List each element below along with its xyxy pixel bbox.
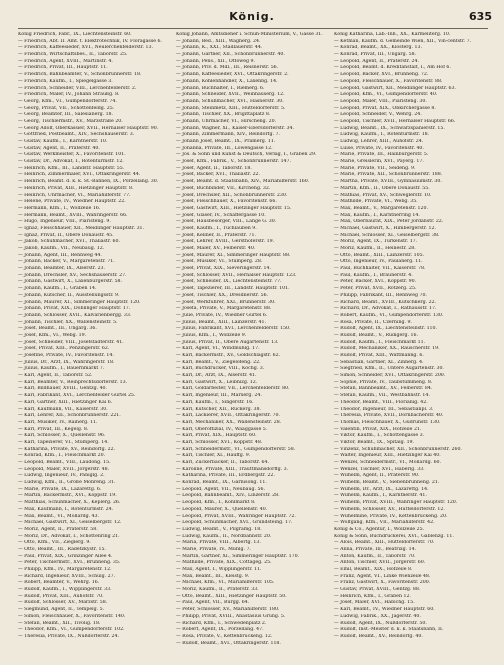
directory-entry: — Karl, Schneidermstr., VI., Gumpendorferstr. 58. bbox=[176, 446, 296, 452]
directory-entry: — Ludwig, Fabrik., XX., Jägerstr. 40. bbox=[334, 613, 421, 619]
directory-entry: — Thomas, Fleischhauer, X., Gudrunstr. 130. bbox=[334, 419, 441, 425]
directory-entry: — Alois, Beamt., XIII., Hütteldorferstr. 70. bbox=[334, 540, 435, 546]
directory-entry: — Karl, Ingenieur, III., Marxerg. 24. bbox=[176, 393, 262, 399]
directory-entry: — Mathilde, Private, XIX., Cottageg. 25. bbox=[176, 560, 272, 566]
directory-entry: — Johann, Schuhmacher, XVI., Hasnerstr. 30. bbox=[176, 98, 284, 104]
directory-entry: — Karl, Mechaniker, XX., Wallensteinstr. 28. bbox=[176, 419, 282, 425]
directory-entry: — Julius, Fabrikant, XVI., Lerchenfelderstr. 150. bbox=[176, 326, 291, 332]
directory-entry: — Leopold, Fleischhauer, X., Favoritenstr. 88. bbox=[334, 78, 443, 84]
directory-entry: — Robert, Kaufm., VI., Gumpendorferstr. 130. bbox=[334, 312, 444, 318]
directory-entry: — Karl, Goldarbeiter, VII., Lerchenfelderstr. 80. bbox=[176, 386, 290, 392]
directory-entry: — Johann, Wagner, XI., Kaiser-Ebersdorferstr. 34. bbox=[176, 125, 294, 131]
directory-entry: — Josef, Maler, XVI., Habichg. 15. bbox=[334, 600, 415, 606]
directory-entry: — Johann, Agent, III., Rennweg 44. bbox=[18, 252, 102, 258]
directory-entry: — Ludwig, Ingenieur, IV., Paniglg. 2. bbox=[18, 473, 105, 479]
directory-entry: — Konrad, Kfm., I., Fleischmarkt 20. bbox=[18, 453, 106, 459]
directory-entry: — Rudolf, Agent, IX., Liechtensteinstr. 110. bbox=[334, 326, 438, 332]
directory-entry: — Mathias, Privat, XV., Schweglerstr. 10. bbox=[334, 192, 432, 198]
directory-entry: — Heinrich, Privat, XIII., Hietzinger Hauptstr. 8. bbox=[18, 185, 134, 191]
directory-entry: — Maria, Private, VIII., Albertg. 13. bbox=[176, 540, 261, 546]
directory-entry: — Josef, Privat, XIX., Sieveringerstr. 14. bbox=[176, 266, 271, 272]
directory-entry: — Karl, Bäckermstr., XV., Goldschlagstr. 62. bbox=[176, 353, 281, 358]
directory-entry: — Helene, Private, IV., Wiedner Hauptstr. 22. bbox=[18, 199, 126, 205]
directory-entry: — Josef, Beamt. d. Staatsbahn, XIV., Mariahilferstr. 160. bbox=[176, 179, 310, 185]
directory-entry: — Leopold, Bahnbeamt., XIV., Linzerstr. 28. bbox=[176, 493, 280, 499]
directory-entry: — Konrad, Beamt., IX., Garnisong. 11. bbox=[176, 480, 267, 486]
directory-entry: — Johann, Steinmetz, XIII., Hütteldorferstr. 5. bbox=[176, 105, 286, 111]
directory-columns bbox=[18, 32, 488, 660]
directory-entry: — Karl, Tapezierer, VI., Stumperg. 14. bbox=[18, 439, 109, 445]
directory-entry: — Josef, Tapezierer, III., Landstr. Hauptstr. 101. bbox=[176, 286, 290, 292]
directory-entry: — Theodor, Ingenieur, III., Sebastianpl. 3. bbox=[334, 406, 434, 412]
directory-entry: — Viktor, Kaufm., I., Schottengasse 3. bbox=[334, 433, 425, 439]
directory-entry: — Franz, Agent, VI., Linke Wienzeile 48. bbox=[334, 573, 431, 579]
directory-entry: — Theresia, Private, XVII., Dornbacherstr. 40. bbox=[334, 413, 444, 419]
directory-entry: — Philipp, Fabrikant, III., Rennweg 70. bbox=[334, 292, 427, 298]
directory-entry: — Wilhelm, Agent, II., Praterstr. 90. bbox=[334, 473, 420, 479]
directory-entry: — Leopold, Bäcker, XVI., Brunneng. 72. bbox=[334, 72, 429, 78]
directory-entry: — Leopold, Maler, XVII., Jörgerstr. 48. bbox=[18, 466, 110, 472]
directory-entry: — Marie, Private, III., Hainburgerstr. 5. bbox=[334, 152, 429, 158]
directory-entry: — Moriz, Kaufm., II., Heinestr. 28. bbox=[334, 246, 416, 251]
directory-entry: — Johann, Beamter, IX., Alserstr. 23. bbox=[18, 266, 105, 272]
directory-entry: — Mathilde, Private, VI., Webg. 35. bbox=[334, 199, 418, 205]
directory-entry: — Paul, Kaufm., I., Bräunerstr. 4. bbox=[334, 272, 413, 278]
directory-entry: — Georg, Privat, VII., Schottenfeldg. 25. bbox=[18, 105, 115, 111]
directory-entry: — Rosa, Private, II., Czerning. 9. bbox=[334, 319, 412, 325]
directory-entry: — Leopold, Schuhmacher, XVI., Grundsteing. 17. bbox=[176, 520, 293, 526]
directory-entry: — Wenzel, Schneidermstr., VI., Mollardg. 60. bbox=[334, 460, 442, 465]
directory-entry: — Moriz, Agent, IX., Türkenstr. 17. bbox=[334, 239, 418, 245]
directory-entry: — Marie, Private, VII., Seideng. 9. bbox=[334, 165, 416, 171]
directory-entry: — Josef, Drechsler, XII., Schönbrunnerstr. 230. bbox=[176, 192, 288, 198]
directory-entry: — Ludwig, Kaufm., II., Nordbahnstr. 20. bbox=[176, 533, 272, 539]
directory-entry: — Martin, Gärtner, XI., Simmeringer Hauptstr. 170. bbox=[176, 553, 300, 559]
directory-entry: — Leopold, Privat, XVIII., Währinger Hauptstr. 72. bbox=[176, 513, 296, 519]
directory-entry: — Karl, Musiker, IV., Rainerg. 11. bbox=[18, 419, 98, 425]
directory-entry: — Friedrich, Privat, III., Hauptstr. 11. bbox=[18, 65, 108, 71]
directory-entry: — Karl, Tischler, XI., Hauffg. 9. bbox=[176, 453, 251, 459]
directory-entry: — Julius, Privat, II., Obere Augartenstr. 13. bbox=[176, 339, 279, 345]
directory-entry: — Leopold, Kfm., VI., Gumpendorferstr. 40. bbox=[334, 92, 438, 98]
directory-entry: — Marie, Private, IX., Lazarettg. 6. bbox=[18, 486, 102, 492]
directory-entry: — Hugo, Ingenieur, VIII., Piaristeng. 9. bbox=[18, 219, 111, 225]
directory-entry: — Anna, Private, III., Beatrixg. 14. bbox=[334, 546, 417, 552]
directory-entry: — Julius, Kaufm., I., Bauernmarkt 7. bbox=[18, 366, 105, 372]
directory-entry: — Ludwig, Lehrer, XIII., Auhofstr. 24. bbox=[334, 139, 424, 144]
directory-entry: — Karl, Bildhauer, XVIII., Gentzg. 40. bbox=[18, 386, 108, 392]
directory-entry: — Johann Josef, Beamt., IX., Pramerg. 11. bbox=[176, 139, 276, 144]
directory-entry: — Georg, Kfm., VI., Gumpendorferstr. 74. bbox=[18, 98, 117, 104]
directory-entry: — Johann, Drechsler, XV., Sechshauserstr. 27. bbox=[18, 272, 127, 278]
directory-entry: — Friedrich, Schneider, VIII., Lerchenfelderstr. 2. bbox=[18, 85, 137, 91]
directory-entry: — Leopold, Gastwirt, XII., Meidlinger Hauptstr. 63. bbox=[334, 85, 456, 91]
directory-entry: — Friedrich, Agent, XVIII., Martinstr. 4. bbox=[18, 58, 113, 64]
directory-entry: — Max, Beamt., V., Margaretenstr. 120. bbox=[334, 205, 428, 211]
directory-entry: — Julius, Dr., Arzt, IX., Währingerstr. 18. bbox=[18, 359, 115, 365]
directory-entry: — Johann, Kohlenhändler, X., Laxenbg. 14. bbox=[176, 78, 278, 84]
directory-entry: — Rudolf, Beamt., XV., Reindorfg. 40. bbox=[334, 633, 423, 639]
directory-entry: — Johann, Buchhalter, I., Riemerg. 6. bbox=[176, 85, 265, 91]
directory-entry: — Josefine, Private, IV., Favoritenstr. 14. bbox=[18, 353, 114, 358]
directory-entry: — Karl, Fabrikant, XVI., Lerchenfelder Gürtel 25. bbox=[18, 393, 136, 399]
directory-entry: — Josefa, Private, V., Margaretenstr. 88. bbox=[176, 306, 272, 312]
column-left bbox=[18, 32, 170, 660]
directory-entry: — Philipp, Kfm., IV., Margaretenstr. 12. bbox=[18, 567, 112, 572]
directory-entry: — Max, Kaufmann, I., Rotenturmstr. 24. bbox=[18, 506, 114, 512]
directory-entry: — Sophie, Private, IV., Taubstummeng. 8. bbox=[334, 379, 433, 385]
directory-entry: — Johann, Kutscher, II., Ausstellungsstr. 9. bbox=[18, 292, 120, 298]
directory-entry: — Friedrich, Kaffeesieder, XVI., Neulerchenfelderstr. 13. bbox=[18, 45, 154, 51]
directory-entry: — Julius, Beamt., XIII., Lainzerstr. 41. bbox=[176, 319, 267, 325]
directory-entry: — Max, Beamt., III., Kleistg. 9. bbox=[176, 573, 250, 579]
directory-entry: — Johann, Zimmermann, XIV., Reindorfg. 7. bbox=[176, 132, 280, 138]
directory-entry: — Heinrich, Kfm., III., Landstr. Hauptstr. 55. bbox=[18, 165, 125, 171]
directory-entry: — Gustav, Agent, II., Praterstr. 40. bbox=[18, 145, 100, 151]
directory-entry: — Johann, Bäcker, V., Margaretenstr. 71. bbox=[18, 259, 115, 265]
directory-entry: — Karl, Agent, VI., Windmühlg. 17. bbox=[176, 346, 260, 352]
page-number: 635 bbox=[469, 10, 492, 23]
directory-entry: — Ignaz, Fleischhauer, XII., Meidlinger Hauptstr. 31. bbox=[18, 225, 145, 231]
directory-entry: — Karl, Gärtner, XIII., Hietzinger Kai 6. bbox=[18, 399, 113, 405]
directory-entry: — Leopold, Maler, VIII., Piaristeng. 30. bbox=[334, 98, 427, 104]
directory-entry: König Katharina, Lab.-Inh., XX., Karmeliterg. 10. bbox=[334, 32, 451, 37]
directory-entry: — Karl, Lackierer, XVII., Ottakringerstr. 70. bbox=[176, 413, 280, 419]
directory-entry: — Karl, Lehrer, XII., Schönbrunnerstr. 221. bbox=[18, 413, 121, 419]
directory-entry: — Ludwig, Beamt., V., Pilgramg. 18. bbox=[176, 526, 262, 532]
directory-entry: — Leopold, Maurer, X., Quellenstr. 40. bbox=[176, 506, 268, 512]
directory-entry: — Johann, Maurer, XI., Simmeringer Hauptstr. 120. bbox=[18, 299, 141, 305]
directory-entry: — Max, Kaufm., I., Kärntnerring 14. bbox=[334, 212, 420, 218]
directory-entry: — Josef, Tischler, XX., Dresdnerstr. 56. bbox=[176, 292, 269, 298]
directory-entry: — Rudolf, Agent, IX., Nußdorferstr. 50. bbox=[334, 620, 427, 626]
directory-entry: — Wenzel, Tischler, XVI., Haberlg. 33. bbox=[334, 466, 425, 472]
column-middle bbox=[176, 32, 328, 660]
directory-entry: — Karl, Agent, II., Taborstr. 52. bbox=[18, 373, 93, 379]
directory-entry: — Karl, Buchdrucker, VIII., Kochg. 3. bbox=[176, 366, 265, 372]
directory-entry: — Anton, Tischler, XVII., Jörgerstr. 60. bbox=[334, 560, 426, 566]
directory-entry: — Richard, Dr., Advokat, I., Rathausstr. 17. bbox=[334, 306, 437, 312]
directory-entry: — Hermann, Kfm., I., Wollzeile 16. bbox=[18, 205, 101, 211]
directory-entry: — Paul, Buchhalter, VII., Kaiserstr. 78. bbox=[334, 266, 426, 272]
directory-entry: — Walter, Ingenieur, XIII., Hietzinger Kai 40. bbox=[334, 453, 441, 459]
directory-entry: — Wilhelm, Schlosser, XV., Hütteldorferstr. 12. bbox=[334, 506, 445, 512]
directory-entry: — Josef, Beamt., III., Ungarg. 36. bbox=[18, 326, 97, 332]
directory-entry: — Johann, Gärtner, XII., Schönbrunnerstr. 40. bbox=[176, 52, 285, 58]
directory-entry: — Johann, Priv. d. Mdl., III., Reisnerstr. 56. bbox=[176, 65, 279, 71]
directory-entry: — Katharina, Private, XV., Reindorfg. 22. bbox=[18, 446, 116, 452]
directory-entry: — Josef, Maler, XV., Felberstr. 40. bbox=[176, 246, 256, 251]
directory-entry: — Otto, Beamt., III., Radetzkystr. 15. bbox=[18, 546, 106, 552]
directory-entry: — Michael, Kfm., VI., Mariahilferstr. 105. bbox=[176, 580, 275, 586]
directory-entry: — Josef, Werkführer, XXI., Brünnerstr. 30. bbox=[176, 299, 276, 305]
directory-entry: — Julie, Private, IV., Wiedner Gürtel 6. bbox=[176, 312, 268, 318]
directory-entry: — Heinrich, Kfm., I., Graben 12. bbox=[334, 593, 411, 599]
directory-entry: — Otto, Ingenieur, IV., Paulanerg. 11. bbox=[334, 259, 423, 265]
directory-entry: — Leopold, Beamt., VIII., Laudong. 15. bbox=[18, 460, 111, 465]
directory-entry: — Moriz, Dr., Advokat, I., Schottenring 21. bbox=[18, 533, 120, 539]
directory-entry: — Valentin, Privat, XIX., Hofzeile 21. bbox=[334, 426, 422, 432]
directory-entry: — Stefan, Bahnbeamt., XV., Felberstr. 84. bbox=[334, 386, 433, 392]
directory-entry: — Peter, Bäcker, XVI., Koppstr. 90. bbox=[334, 279, 417, 285]
directory-entry: — Peter, Tischlermstr., XVI., Brunneng. 35. bbox=[18, 560, 121, 566]
directory-entry: — Wilhelmine, Private, IV., Kettenbrückeng. 20. bbox=[334, 513, 448, 519]
directory-entry: — Karl, Kutscher, XII., Ruckerg. 38. bbox=[176, 406, 261, 412]
directory-entry: — Karl, Oberoffizial, IV., Waaggasse 5. bbox=[176, 426, 268, 432]
directory-entry: — Marie, Private, IV., Mühlg. 7. bbox=[176, 546, 251, 552]
directory-entry: — Heinrich, Zimmermaler, XVI., Ottakringerstr. 44. bbox=[18, 172, 141, 178]
directory-entry: — Georg, Tischlermstr., XV., Märzstraße 20. bbox=[18, 118, 123, 124]
directory-entry: — Johann, K., XXI., Stadlauerstr. 44. bbox=[176, 45, 263, 51]
directory-entry: — Leopold, Beamt. d. Kreditanstalt, I., Am Hof 6. bbox=[334, 65, 451, 71]
directory-entry: — Robert, Agent, IX., Porzellang. 47. bbox=[176, 627, 264, 633]
directory-entry: — Gustav, Privat, XVIII., Gentzg. 88. bbox=[334, 587, 421, 593]
directory-entry: — Josef, Glaser, IV., Schäffergasse 10. bbox=[176, 212, 266, 218]
directory-entry: — Siegfried, Kfm., II., Untere Augartenstr. 30. bbox=[334, 366, 444, 372]
directory-entry: — Josef, Maurer, XI., Simmeringer Hauptstr. 88. bbox=[176, 252, 291, 258]
directory-entry: — Viktor, Beamt., IX., Spitalg. 19. bbox=[334, 439, 415, 445]
directory-entry: — Luise, Private, IV., Favoritenstr. 40. bbox=[334, 145, 424, 151]
header-rule bbox=[18, 28, 488, 29]
directory-entry: — Anton, Kaufm., II., Taborstr. 70. bbox=[334, 553, 416, 559]
directory-entry: — Heinrich, Beamt. d. k. k. St.-Bahnen, IX., Porzellang. 30. bbox=[18, 179, 159, 185]
directory-entry: — Franz, Gastwirt, X., Favoritenstr. 200. bbox=[334, 580, 431, 586]
directory-entry: — Johann, Schlosser, XVII., Kalvarienbergg. 33. bbox=[18, 312, 132, 318]
directory-entry: — Jakob, Schuhmacher, XVI., Thaliastr. 60. bbox=[18, 239, 120, 245]
directory-entry: — Josef, Kaufm., I., Tuchlauben 9. bbox=[176, 225, 257, 231]
directory-entry: — Stefan, Beamt., XII., Tivolig. 18. bbox=[18, 620, 101, 626]
directory-entry: — Josef, Musiker, VI., Stumperg. 28. bbox=[176, 259, 263, 265]
directory-entry: — Rudolf, Kaufm., I., Fleischmarkt 11. bbox=[334, 339, 426, 345]
directory-entry: — Karl, Schlosser, XVI., Koppstr. 48. bbox=[176, 439, 263, 445]
directory-entry: — Karl, Kaufmann, VII., Kaiserstr. 30. bbox=[18, 406, 108, 412]
directory-entry: — Hermann, Beamt., XVIII., Währingerstr. 66. bbox=[18, 212, 128, 218]
directory-entry: — Karl, Beamter, V., Reinprechtsdorferstr. 13. bbox=[18, 379, 128, 385]
directory-entry: — Karl, Privat, III., Kegelg. 8. bbox=[18, 426, 89, 432]
directory-entry: — Karl, Dr., Arzt, IX., Alserstr. 41. bbox=[176, 373, 257, 379]
directory-entry: — Josef, Bäcker, XVI., Thaliastr. 22. bbox=[176, 172, 261, 178]
directory-entry: — Paul, Privat, XIX., Grinzinger Allee 4. bbox=[18, 553, 113, 559]
directory-entry: — Karl, Schlosser, X., Quellenstr. 96. bbox=[18, 433, 106, 439]
directory-entry: — Otto, Beamt., XIII., Lainzerstr. 105. bbox=[334, 252, 425, 258]
directory-entry: — Rudolf, Schlosser, XV., Märzstr. 58. bbox=[18, 600, 108, 606]
directory-entry: — Michael, Gastwirt, XI., Geiselbergstr. 12. bbox=[18, 520, 122, 526]
directory-entry: — Rudolf, Beamt., XVI., Ottakringerstr. 118. bbox=[176, 640, 281, 646]
directory-entry: — Richard, Ingenieur, XVIII., Schulg. 27. bbox=[18, 573, 116, 579]
directory-entry: — Josef, Privat, XIII., Penzingerstr. 62. bbox=[18, 346, 110, 352]
directory-entry: — Gustav, Dr., Advokat, I., Rotenturmstr. 12. bbox=[18, 159, 124, 165]
directory-entry: — Robert, Beamter, V., Wehrg. 16. bbox=[18, 580, 100, 586]
directory-entry: — Johann, Bed., XIII., Wagnerg. 24. bbox=[176, 38, 261, 44]
page-header bbox=[0, 10, 504, 26]
directory-entry: — Josef, Schlosser, XVII., Hernalser Hauptstr. 123. bbox=[176, 272, 297, 278]
directory-entry: — Katharina, Private, III., Erdbergstr. 22. bbox=[176, 473, 275, 479]
directory-entry: — Peter, Privat, XVII., Rötzerg. 25. bbox=[334, 286, 417, 292]
directory-entry: — Johann, Kaufm., I., Graben 14. bbox=[18, 286, 97, 292]
directory-entry: — Richard, Kfm., I., Schwedenplatz 2. bbox=[176, 620, 267, 626]
directory-entry: — Matthias, Schuhmacher, X., Keplerg. 26. bbox=[18, 500, 121, 506]
directory-entry: — Ketman, Kaufm. d. Gemeinde Wien, XII., Vin-centstr. 7. bbox=[334, 38, 472, 44]
directory-entry: König & Sohn, Buchdruckerei, XVI., Gablenzg. 11. bbox=[334, 533, 454, 539]
directory-entry: — Michael, Schlosser, XI., Geiselbergstr. 38. bbox=[334, 232, 440, 238]
column-right bbox=[334, 32, 486, 660]
directory-entry: — Simon, Schneider, XVI., Ottakringerstr. 200. bbox=[334, 373, 446, 379]
directory-entry: — Marie, Greislerin, XVI., Payerg. 17. bbox=[334, 159, 424, 165]
directory-entry: — Martin, Bäckermstr., XVI., Koppstr. 19. bbox=[18, 493, 117, 499]
directory-entry: — Gustav, Werkmeister, X., Favoritenstr. 101. bbox=[18, 152, 126, 158]
directory-entry: — Konrad, Beamt., XX., Klosterg. 13. bbox=[334, 45, 422, 51]
directory-entry: König Johann, Amtsdiener i. Schuh-Ministerium, V., Gasse 31. bbox=[176, 32, 323, 37]
directory-entry: — Johann, Kaffeesieder, XVI., Ottakringerstr. 2. bbox=[176, 72, 289, 78]
directory-entry: — Johann, Gastwirt, X., Laxenburgerstr. 58. bbox=[18, 279, 123, 285]
directory-entry: — Gottfried, Postbeamt., XIV., Sechshauserstr. 3. bbox=[18, 132, 135, 138]
directory-entry: — Simon, Fleischhauer, X., Favoritenstr. 140. bbox=[18, 613, 126, 619]
directory-entry: — Peter, Schlosser, XV., Mariahilferstr. 180. bbox=[176, 607, 280, 613]
directory-entry: — Gustav, Kaufm., I., Kärntnerstr. 10. bbox=[18, 139, 108, 144]
directory-entry: — Friedrich, Bahnbeamter, V., Schönbrunnerstr. 18. bbox=[18, 72, 142, 78]
directory-entry: — Josef, Kfm., Fabrik., V., Schönbrunnerstr. 147. bbox=[176, 159, 292, 165]
directory-entry: — Wilhelm, Privat, XVIII., Währinger Hauptstr. 120. bbox=[334, 500, 458, 506]
directory-entry: — Rudolf, Privat, XIII., Auhofstr. 70. bbox=[18, 593, 104, 599]
directory-entry: — Rudolf, Mechaniker, XX., Rauscherstr. 19. bbox=[334, 346, 440, 352]
directory-entry: — Heinrich, Uhrmacher, VI., Mariahilferstr. 77. bbox=[18, 192, 131, 198]
directory-entry: — Josef, Lehrer, XVIII., Gersthoferstr. 19. bbox=[176, 239, 275, 245]
directory-entry: — Karl, Beamt., IV., Wiedner Hauptstr. 60. bbox=[334, 607, 435, 613]
directory-entry: — Otto, Beamt., XIII., Hietzinger Hauptstr. 50. bbox=[176, 593, 287, 599]
directory-entry: — Josef, Schneider, IX., Liechtensteinstr. 77. bbox=[176, 279, 282, 285]
directory-entry: — Theodor, Beamt., VIII., Florianig. 42. bbox=[334, 399, 428, 405]
directory-entry: — Martha, Private, XVIII., Gymnasiumstr. 30. bbox=[334, 179, 442, 185]
directory-entry: König Friedrich, Fabr., IX., Liechtensteinstr. 60. bbox=[18, 32, 132, 37]
directory-entry: — Otto, Kfm., VII., Zieglerg. 9. bbox=[18, 540, 91, 546]
directory-entry: — Konrad, Privat, III., Ungarg. 58. bbox=[334, 52, 417, 58]
directory-entry: — Ludwig, Beamt., IX., Schwarzspanierstr. 15. bbox=[334, 125, 445, 131]
directory-entry: — Johann, Tischler, XX., Wallensteinstr. 5. bbox=[18, 319, 118, 325]
directory-entry: — Johann, Pens., XII., Ottoweg 9. bbox=[176, 58, 256, 64]
directory-entry: — Leopold, Tischler, XVII., Hernalser Hauptstr. 66. bbox=[334, 118, 456, 124]
directory-entry: — Friedrich, Kaufm., I., Spiegelgasse 3. bbox=[18, 78, 113, 84]
directory-entry: — Friedrich, Maler, IV., Johann Straußg. 8. bbox=[18, 92, 120, 98]
directory-entry: — Georg Adolf, Oberkassier, XVII., Hernalser Hauptstr. 90. bbox=[18, 125, 159, 131]
directory-entry: — Max, Agent, I., Wipplingerstr. 11. bbox=[176, 567, 262, 572]
directory-entry: — Georg, Beamter, III., Salesianerg. 18. bbox=[18, 112, 114, 118]
directory-entry: — Leopold, Kfm., I., Kohlmarkt 8. bbox=[176, 500, 256, 506]
directory-entry: — Max, Beamt., VI., Mollardg. 43. bbox=[18, 513, 100, 519]
directory-entry: — Karoline, Private, XIII., Trauttmansdorffg. 3. bbox=[176, 466, 289, 472]
directory-entry: — Rudolf, Inst.-Meister d. k. k. Staatsbahn, II. bbox=[334, 627, 444, 633]
directory-entry: — Johann, Privat, XIX., Döblinger Hauptstr. 17. bbox=[18, 306, 131, 312]
directory-entry: — Wilhelm, Kaufm., I., Kärntnerstr. 41. bbox=[334, 493, 427, 499]
directory-entry: — Vinzenz, Schuhmacher, XII., Schönbrunnerstr. 260. bbox=[334, 446, 462, 452]
directory-entry: — Ignaz, Privat, II., Obere Donaustr. 45. bbox=[18, 232, 114, 238]
directory-entry: — Ludwig, Kfm., II., Große Mohreng. 31. bbox=[18, 480, 116, 486]
directory-entry: — Wolfgang, Kfm., VII., Mariahilferstr. 42. bbox=[334, 520, 435, 526]
directory-entry: — Josef, Buchbinder, VII., Kircheng. 32. bbox=[176, 185, 271, 191]
directory-entry: — Moriz, Agent, II., Praterstr. 58. bbox=[18, 526, 98, 532]
directory-entry: — Ludwig, Kaufm., I., Rotenturmstr. 18. bbox=[334, 132, 430, 138]
directory-entry: — Martin, Kfm., II., Obere Donaustr. 55. bbox=[334, 185, 430, 191]
directory-entry: — Josef, Kellner, II., Praterstr. 71. bbox=[176, 232, 256, 238]
directory-entry: — Friedrich, Abt. II. Amt. f. Elektrotechnik, IV. Floragasse 6. bbox=[18, 38, 162, 44]
directory-entry: — Rosa, Private, V., Kettenbrückeng. 12. bbox=[176, 633, 273, 639]
directory-entry: — Richard, Beamt., XVIII., Kutschkerg. 22. bbox=[334, 299, 437, 305]
directory-entry: — Michael, Gastwirt, X., Himbergerstr. 12. bbox=[334, 225, 436, 231]
directory-entry: — Karl, Beamt., V., Ziegelofeng. 22. bbox=[176, 359, 261, 365]
directory-entry: — Karl, Kaufm., I., Singerstr. 16. bbox=[176, 399, 254, 405]
directory-entry: — Philipp, Privat, XVIII., Anastasius Grüng. 5. bbox=[176, 613, 286, 619]
directory-entry: — Josef, Fleischhauer, X., Favoritenstr. 66. bbox=[176, 199, 277, 205]
directory-entry: — Marie, Private, XII., Schönbrunnerstr. 188. bbox=[334, 172, 443, 178]
directory-entry: — Theodor, Kfm., VI., Gumpendorferstr. 102. bbox=[18, 627, 125, 633]
directory-entry: — Rudolf, Privat, XIII., Wattmanng. 6. bbox=[334, 353, 424, 358]
directory-entry: — Wilhelm, Beamt., V., Siebenbrunneng. 21. bbox=[334, 480, 440, 486]
directory-entry: — Paul, Agent, VII., Burgg. 64. bbox=[176, 600, 250, 606]
directory-entry: — Leopold, Agent, II., Praterstr. 24. bbox=[334, 58, 419, 64]
directory-entry: — Rudolf, Beamt., V., Rüdigerg. 16. bbox=[334, 332, 418, 338]
directory-entry: König & Co., Agentur, I., Wollzeile 25. bbox=[334, 526, 425, 532]
directory-entry: — Josef, Schneider, VIII., Josefstädterstr. 41. bbox=[18, 339, 124, 345]
directory-entry: — Johann, Uhrmacher, VI., Hirscheng. 20. bbox=[176, 118, 277, 124]
directory-entry: — Max, Oberbaurat, XIX., Peter Jordanstr. 22. bbox=[334, 219, 444, 225]
directory-entry: — Jos. & Sohn und Kunst & Deutsch, Verlag, I., Graben 29. bbox=[176, 152, 317, 158]
directory-entry: — Josef, Gastwirt, XIII., Hietzinger Hauptstr. 15. bbox=[176, 205, 292, 211]
directory-entry: — Friedrich, Wirtschaftsbes., II., Taborstr. 25. bbox=[18, 52, 128, 58]
directory-entry: — Jakob, Kaufm., VII., Neubaug. 12. bbox=[18, 246, 105, 251]
directory-entry: — Karl, Gastwirt, X., Leibnizg. 12. bbox=[176, 379, 258, 385]
directory-entry: — Karl, Privat, XIX., Hauptstr. 60. bbox=[176, 433, 257, 439]
directory-entry: — Theresia, Private, IX., Nußdorferstr. 24. bbox=[18, 633, 119, 639]
directory-entry: — Julius, Kfm., I., Wollzeile 9. bbox=[176, 332, 247, 338]
directory-entry: — Stefan, Kaufm., VII., Westbahnstr. 14. bbox=[334, 393, 430, 399]
directory-entry: — Moriz, Kaufm., II., Praterstr. 33. bbox=[176, 587, 259, 593]
directory-entry: — Leopold, Agent, VII., Neubaug. 56. bbox=[176, 486, 265, 492]
running-head: König. bbox=[229, 10, 275, 23]
directory-entry: — Josef, Agent, II., Taborstr. 18. bbox=[176, 165, 252, 171]
directory-entry: — Wilhelm, Dr., Arzt, IX., Lazarettg. 14. bbox=[334, 486, 429, 492]
directory-entry: — Josef, Kfm., VI., Webg. 19. bbox=[18, 332, 87, 338]
directory-entry: — Emil, Beamt., XIX., Hofzeile 8. bbox=[334, 567, 413, 572]
directory-entry: — Rudolf, Kaufm., I., Wipplingerstr. 33. bbox=[18, 587, 112, 593]
directory-entry: — Siegmund, Agent, II., Tempelg. 5. bbox=[18, 607, 105, 613]
directory-entry: — Karl, Zuckerbäcker, II., Taborstr. 64. bbox=[176, 460, 269, 465]
directory-entry: — Johanna, Private, III., Löwengasse 12. bbox=[176, 145, 273, 151]
directory-entry: — Josef, Hausbesorger, VIII., Lange G. 30. bbox=[176, 219, 277, 225]
directory-entry: — Johann, Tischler, XX., Brigittaplatz 8. bbox=[176, 112, 271, 118]
directory-entry: — Leopold, Privat, XIX., Obkirchergasse 8. bbox=[334, 105, 436, 111]
directory-entry: — Sebastian, Gärtner, XI., Zinnerg. 4. bbox=[334, 359, 424, 365]
directory-entry: — Leopold, Schneider, V., Wehrg. 24. bbox=[334, 112, 422, 118]
directory-entry: — Johann, Schneider, XVII., Weinhauserg. 12. bbox=[176, 92, 285, 98]
